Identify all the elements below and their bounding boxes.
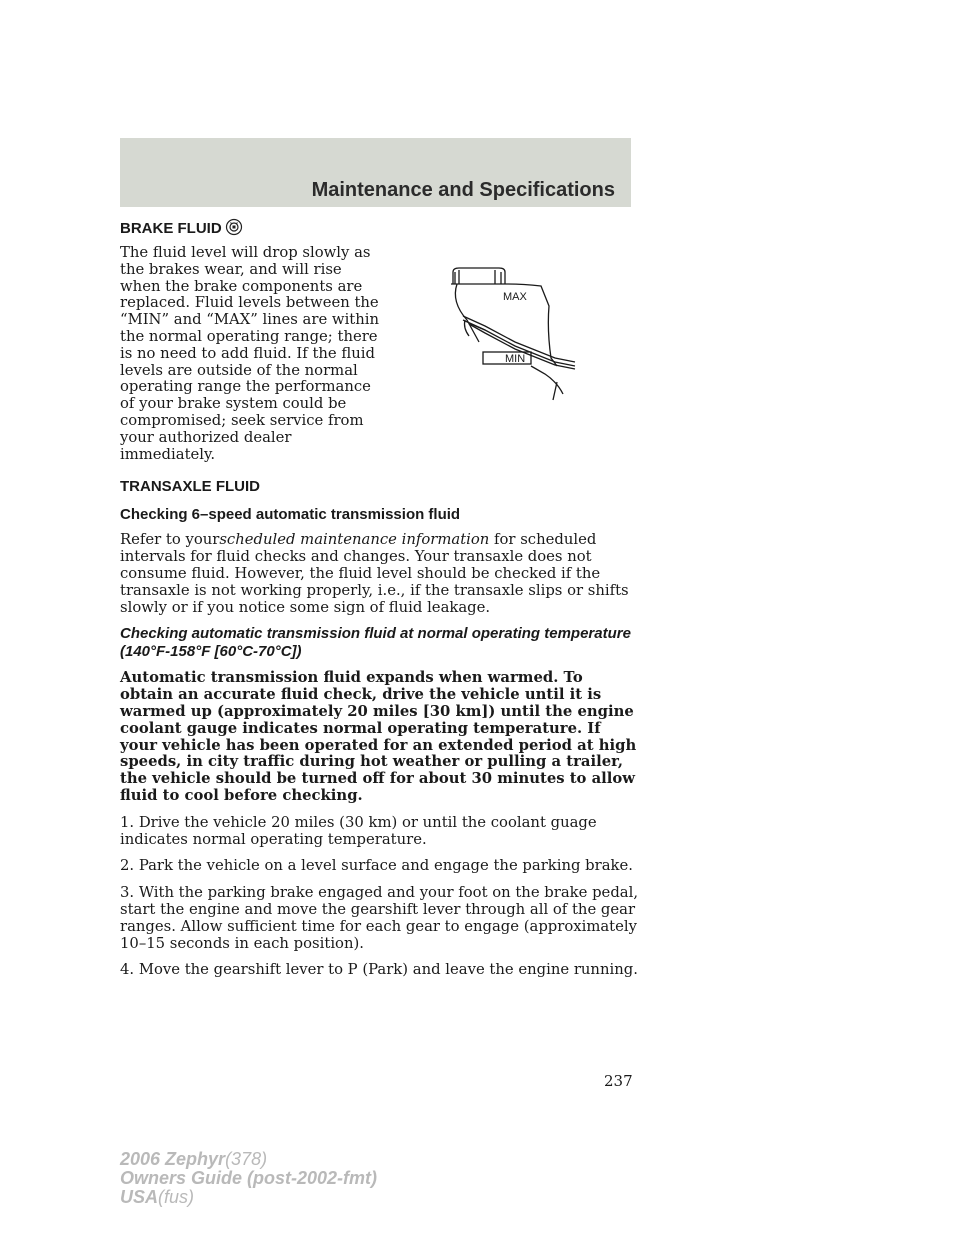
reservoir-drawing xyxy=(451,268,575,400)
step-4: 4. Move the gearshift lever to P (Park) and leave the engine running. xyxy=(120,961,638,979)
footer-line-3 xyxy=(120,1188,377,1207)
footer-line-1 xyxy=(120,1150,377,1169)
footer-guide-name: Owners Guide (post-2002-fmt) xyxy=(120,1168,378,1188)
intro-text-before: Refer to your xyxy=(120,531,220,549)
transaxle-subheading: Checking 6–speed automatic transmission fluid xyxy=(120,506,461,524)
brake-fluid-reservoir-figure xyxy=(445,262,585,402)
page-number: 237 xyxy=(604,1072,633,1090)
footer xyxy=(120,1150,377,1207)
brake-fluid-reservoir-icon xyxy=(225,218,243,236)
intro-text-after: for scheduled intervals for fluid checks and changes. Your transaxle does not consume fluid. However, the fluid level should be checked if the transaxle is not working properly, i.e., if the transaxle slips or shifts slowly or if you notice some sign of fluid leakage. xyxy=(120,531,629,616)
brake-fluid-heading-row xyxy=(120,220,640,237)
footer-model: 2006 Zephyr xyxy=(120,1149,226,1169)
footer-line-2 xyxy=(120,1169,377,1188)
footer-model-code: (378) xyxy=(225,1149,268,1169)
section-header-band xyxy=(120,138,631,207)
brake-fluid-paragraph: The fluid level will drop slowly as the brakes wear, and will rise when the brake components are replaced. Fluid levels between the “MIN” and “MAX” lines are within the normal operating range; there is no need to add fluid. If the fluid levels are outside of the normal operating range the performance of your brake system could be compromised; seek service from your authorized dealer immediately. xyxy=(120,244,380,463)
footer-market-code: (fus) xyxy=(158,1187,195,1207)
footer-market: USA xyxy=(120,1187,159,1207)
step-2: 2. Park the vehicle on a level surface and engage the parking brake. xyxy=(120,857,633,875)
transaxle-fluid-heading: TRANSAXLE FLUID xyxy=(120,478,260,496)
transaxle-intro-paragraph xyxy=(120,532,640,616)
min-label: MIN xyxy=(505,353,526,365)
section-title: Maintenance and Specifications xyxy=(311,179,615,201)
step-3: 3. With the parking brake engaged and your foot on the brake pedal, start the engine and move the gearshift lever through all of the gear ranges. Allow sufficient time for each gear to engage (approximately 10–15 seconds in each position). xyxy=(120,884,639,952)
warning-paragraph: Automatic transmission fluid expands when warmed. To obtain an accurate fluid check, drive the vehicle until it is warmed up (approximately 20 miles [30 km]) until the engine coolant gauge indicates normal operating temperature. If your vehicle has been operated for an extended period at high speeds, in city traffic during hot weather or pulling a trailer, the vehicle should be turned off for about 30 minutes to allow fluid to cool before checking. xyxy=(120,669,637,804)
brake-fluid-heading: BRAKE FLUID xyxy=(120,220,222,237)
max-label: MAX xyxy=(503,291,527,303)
step-1: 1. Drive the vehicle 20 miles (30 km) or until the coolant guage indicates normal operating temperature. xyxy=(120,813,597,848)
intro-italic-reference: scheduled maintenance information xyxy=(219,531,490,549)
normal-temp-heading: Checking automatic transmission fluid at normal operating temperature (140°F-158°F [60°C-70°C]) xyxy=(120,625,631,661)
